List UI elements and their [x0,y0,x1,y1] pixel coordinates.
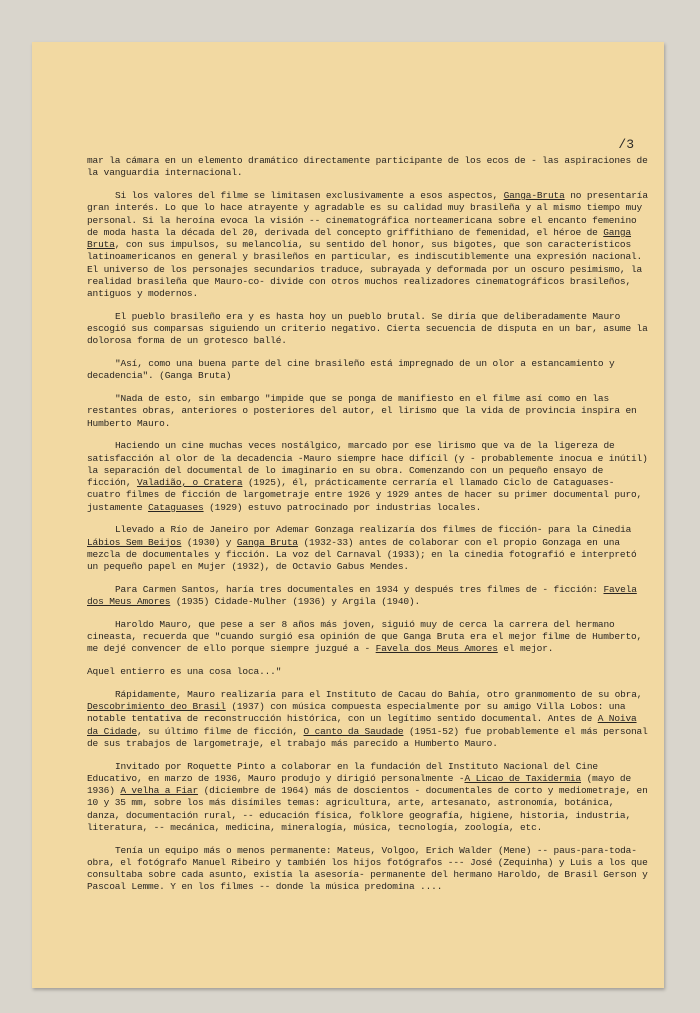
underlined-title: Favela dos Meus Amores [375,643,498,655]
underlined-title: A Licao de Taxidermia [464,772,582,784]
text-run: "Así, como una buena parte del cine brasileño está impregnado de un olor a estancamiento y decadencia". (Ganga Bruta) [87,358,615,382]
paragraph [87,689,652,750]
paragraph [87,155,652,180]
underlined-title: Lábios Sem Beijos [87,536,182,548]
underlined-title: O canto da Saudade [303,725,404,737]
text-run: (1929) estuvo patrocinado por industrias locales. [203,501,482,513]
underlined-title: Ganga-Bruta [503,190,565,201]
paragraph [87,761,652,835]
paragraph [87,666,652,678]
text-run: Invitado por Roquette Pinto a colaborar en la fundación del Instituto Nacional del Cine Educativo, en marzo de 1936, Mauro produjo y dirigió personalmente - [87,760,598,784]
underlined-title: A Noiva da Cidade [87,713,637,737]
text-run: (1935) Cidade-Mulher (1936) y Argila (1940). [170,596,421,607]
text-run: (mayo de 1936) [87,772,632,796]
body-text [87,155,652,904]
paragraph [87,524,652,573]
paragraph [87,619,652,656]
text-run: , con sus impulsos, su melancolía, su sentido del honor, sus bigotes, que son característicos latinoamericanos en general y brasileños en particular, es indiscutiblemente una expresión nacional. El universo de los personajes secundarios traduce, subrayada y deformada por un oscuro pesimismo, la realidad brasileña que Mauro-co- divide con otros muchos realizadores cinematográficos brasileños, antiguos y modernos. [87,239,643,299]
text-run: (diciembre de 1964) más de doscientos - documentales de corto y mediometraje, en 10 y 35 mm, sobre los más disímiles temas: agricultura, arte, artesanato, astronomía, botánica, danza, documentación rural, -- educación física, folklore geografía, higiene, historia, industria, literatura, -- mecánica, medicina, mineralogía, música, tecnología, zoología, etc. [87,785,648,833]
text-run: Haroldo Mauro, que pese a ser 8 años más joven, siguió muy de cerca la carrera del hermano cineasta, recuerda que "cuando surgió esa opinión de que Ganga Bruta era el mejor filme de Humberto, me dejé convencer de ello porque siempre juzgué a - [87,618,643,655]
text-run: , su último filme de ficción, [136,725,304,737]
text-run: Si los valores del filme se limitasen exclusivamente a esos aspectos, [115,190,504,201]
text-run: Aquel entierro es una cosa loca..." [87,666,282,677]
underlined-title: Valadião, o Cratera [136,477,243,488]
underlined-title: Descobrimiento deo Brasil [87,701,226,712]
paragraph [87,440,652,514]
text-run: mar la cámara en un elemento dramático directamente participante de los ecos de - las aspiraciones de la vanguardia internacional. [87,155,648,179]
paragraph [87,311,652,348]
paragraph [87,190,652,300]
underlined-title: Cataguases [148,501,204,513]
text-run: Tenía un equipo más o menos permanente: Mateus, Volgoo, Erich Walder (Mene) -- paus-para-toda-obra, el fotógrafo Manuel Ribeiro y también los hijos fotógrafos --- José (Zequinha) y Luis a los que consultaba sobre cada asunto, existía la asesoría- permanente del hermano Haroldo, de Brasil Gerson y Pascoal Lemme. Y en los filmes -- donde la música predomina .... [87,844,648,893]
text-run: (1925), él, prácticamente cerraría el llamado Ciclo de Cataguases- cuatro filmes de ficción de largometraje entre 1926 y 1929 antes de hacer su primer documental puro, justamente [87,477,643,513]
paragraph [87,584,652,609]
text-run: no presentaría gran interés. Lo que lo hace atrayente y agradable es su calidad muy brasileña y al mismo tiempo muy personal. Si la heroína evoca la visión -- cinematográfica norteamericana sobre el encanto femenino de moda hasta la década del 20, derivada del concepto griffithiano de femenidad, el héroe de [87,190,648,238]
text-run: el mejor. [497,643,554,655]
underlined-title: Ganga Bruta [87,226,632,250]
page-number: /3 [618,137,634,152]
underlined-title: A velha a Fiar [120,785,199,796]
text-run: Rápidamente, Mauro realizaría para el Instituto de Cacau do Bahía, otro granmomento de su obra, [115,688,643,700]
paragraph [87,358,652,383]
text-run: (1930) y [181,536,237,548]
text-run: (1932-33) antes de colaborar con el propio Gonzaga en una mezcla de documentales y ficción. La voz del Carnaval (1933); en la cinedia fotografió e interpretó un pequeño papel en Mujer (1932), de Octavio Gabus Mendes. [87,536,637,572]
text-run: Para Carmen Santos, haría tres documentales en 1934 y después tres filmes de - ficción: [115,583,604,595]
text-run: El pueblo brasileño era y es hasta hoy un pueblo brutal. Se diría que deliberadamente Mauro escogió sus comparsas siguiendo un criterio negativo. Cierta secuencia de disputa en un bar, asume la dolorosa forma de un grotesco ballé. [87,310,648,347]
text-run: "Nada de esto, sin embargo "impide que se ponga de manifiesto en el filme así como en las restantes obras, anteriores o posteriores del autor, el lirismo que la vida de provincia inspira en Humberto Mauro. [87,393,637,429]
paragraph [87,393,652,430]
underlined-title: Favela dos Meus Amores [87,583,637,607]
text-run: (1937) con música compuesta especialmente por su amigo Villa Lobos: una notable tentativa de reconstrucción histórica, con un legítimo sentido documental. Antes de [87,701,626,725]
text-run: Haciendo un cine muchas veces nostálgico, marcado por ese lirismo que va de la ligereza de satisfacción al olor de la decadencia -Mauro siempre hace difícil (y - probablemente inocua e inútil) la separación del documental de lo imaginario en su obra. Comenzando con un pequeño ensayo de ficción, [87,440,648,488]
document-page [32,42,664,988]
text-run: Llevado a Río de Janeiro por Ademar Gonzaga realizaría dos filmes de ficción- para la Cinedia [115,524,632,536]
underlined-title: Ganga Bruta [236,536,298,548]
paragraph [87,845,652,894]
text-run: (1951-52) fue probablemente el más personal de sus trabajos de largometraje, el trabajo más parecido a Humberto Mauro. [87,725,648,749]
